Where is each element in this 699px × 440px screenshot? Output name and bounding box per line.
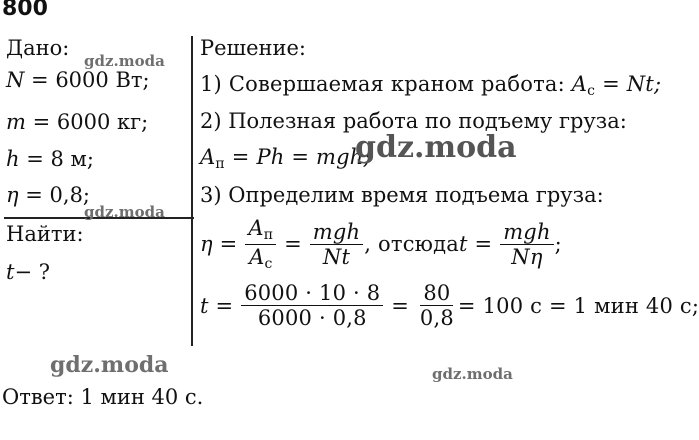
given-item: N = 6000 Вт; bbox=[6, 68, 150, 92]
given-item: h = 8 м; bbox=[6, 147, 94, 171]
find-item: t− ? bbox=[6, 260, 50, 284]
problem-number: 800 bbox=[2, 0, 48, 21]
fraction-numeric-1: $\frac{6000 \cdot 10 \cdot 8}{6000 \cdot 0,8}$ bbox=[241, 282, 383, 329]
given-heading: Дано: bbox=[6, 36, 70, 60]
efficiency-equation: η = $\frac{A_п}{A_с}$ = $\frac{\text{mgh}}{Nt}$ , отсюда t = $\frac{\text{mgh}}{N\eta}$ ; bbox=[200, 216, 562, 272]
watermark: gdz.moda bbox=[355, 130, 517, 165]
solution-step-2-equation: $A_п = Ph$ = mgh; bbox=[200, 145, 371, 172]
answer-line: Ответ: 1 мин 40 с. bbox=[2, 385, 204, 409]
find-heading: Найти: bbox=[6, 222, 84, 246]
solution-step-1: 1) Совершаемая краном работа: $A_с = Nt$; bbox=[200, 72, 662, 99]
watermark: gdz.moda bbox=[84, 203, 165, 221]
given-item: m = 6000 кг; bbox=[6, 110, 149, 134]
solution-heading: Решение: bbox=[200, 36, 307, 60]
watermark: gdz.moda bbox=[432, 365, 513, 383]
solution-step-2-text: 2) Полезная работа по подъему груза: bbox=[200, 109, 627, 133]
watermark: gdz.moda bbox=[50, 352, 169, 378]
solution-step-3-text: 3) Определим время подъема груза: bbox=[200, 183, 604, 207]
vertical-divider bbox=[191, 36, 193, 346]
time-calculation: t = $\frac{6000 \cdot 10 \cdot 8}{6000 \cdot 0,8}$ = $\frac{80}{0,8}$ = 100 с = 1 мин 40 с; bbox=[200, 281, 699, 331]
fraction-mgh-over-neta: $\frac{\text{mgh}}{N\eta}$ bbox=[500, 221, 553, 268]
fraction-useful-over-total: $\frac{A_п}{A_с}$ bbox=[245, 217, 276, 271]
fraction-mgh-over-nt: $\frac{\text{mgh}}{Nt}$ bbox=[310, 221, 363, 268]
watermark: gdz.moda bbox=[84, 52, 165, 70]
given-item: η = 0,8; bbox=[6, 183, 91, 207]
fraction-numeric-2: $\frac{80}{0,8}$ bbox=[419, 281, 454, 331]
